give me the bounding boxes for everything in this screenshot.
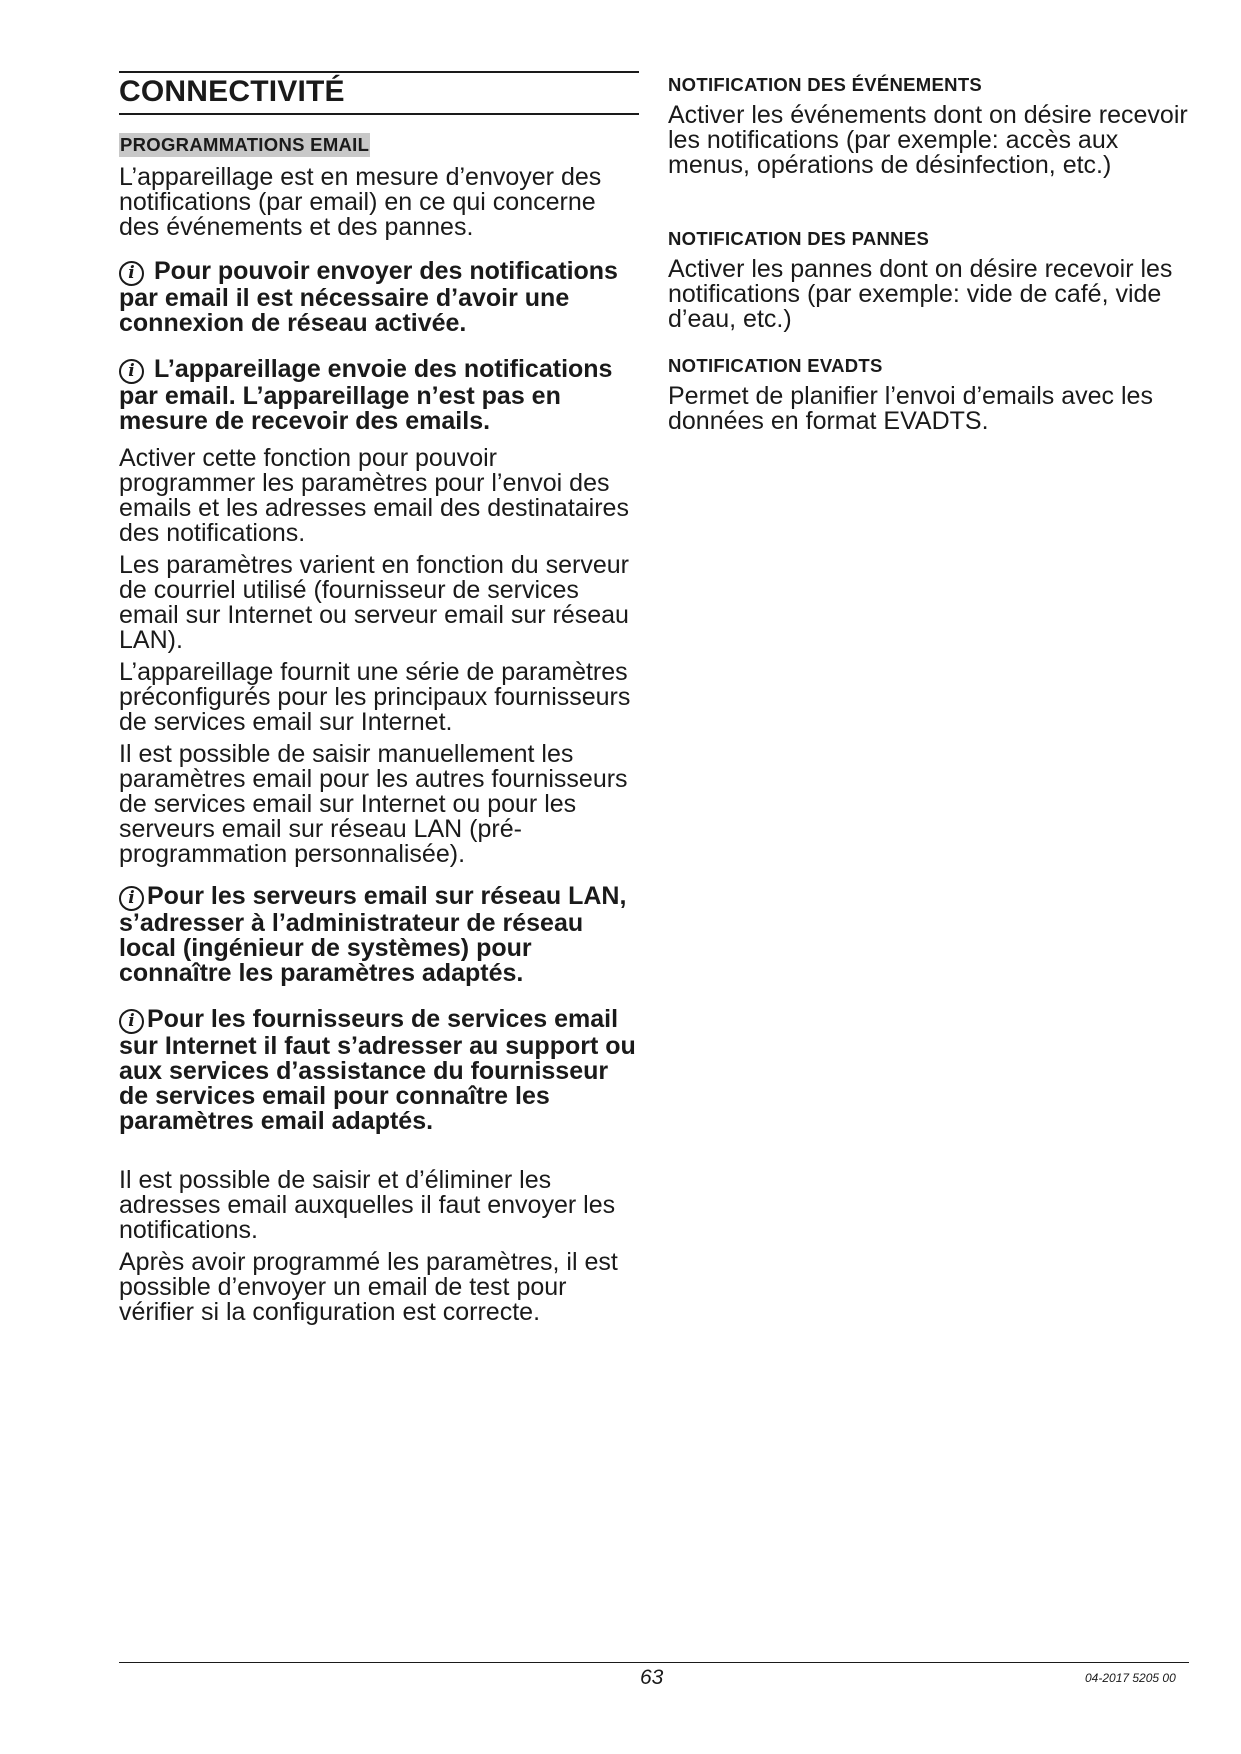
info-note-lan-admin-text: Pour les serveurs email sur réseau LAN, s’adresser à l’administrateur de réseau local (ingénieur de systèmes) pour connaître les paramètres adaptés.: [119, 882, 627, 987]
page-title: CONNECTIVITÉ: [119, 75, 345, 108]
info-note-send-only-text: L’appareillage envoie des notifications par email. L’appareillage n’est pas en mesure de recevoir des emails.: [119, 355, 613, 435]
info-icon: i: [119, 261, 144, 286]
section-label-evadts: NOTIFICATION EVADTS: [668, 355, 883, 376]
paragraph-test-email: Après avoir programmé les paramètres, il est possible d’envoyer un email de test pour vérifier si la configuration est correcte.: [119, 1248, 618, 1326]
info-note-network-text: Pour pouvoir envoyer des notifications par email il est nécessaire d’avoir une connexion de réseau activée.: [119, 257, 618, 337]
evadts-paragraph: Permet de planifier l’envoi d’emails avec les données en format EVADTS.: [668, 382, 1153, 435]
section-label-events: NOTIFICATION DES ÉVÉNEMENTS: [668, 74, 983, 95]
footer-rule: [119, 1662, 1189, 1663]
title-bottom-rule: [119, 113, 639, 115]
page-number: 63: [640, 1666, 664, 1689]
paragraph-activate-function: Activer cette fonction pour pouvoir programmer les paramètres pour l’envoi des emails et les adresses email des destinataires des notifications.: [119, 444, 629, 547]
paragraph-preconfigured: L’appareillage fournit une série de paramètres préconfigurés pour les principaux fournisseurs de services email sur Internet.: [119, 658, 631, 736]
section-label-faults: NOTIFICATION DES PANNES: [668, 228, 930, 249]
info-note-lan-admin: [119, 884, 639, 986]
paragraph-parameters-vary: Les paramètres varient en fonction du serveur de courriel utilisé (fournisseur de services email sur Internet ou serveur email sur réseau LAN).: [119, 551, 629, 654]
document-code: 04-2017 5205 00: [1085, 1671, 1176, 1685]
info-icon: i: [119, 1009, 144, 1034]
info-note-send-only: [119, 357, 639, 434]
section-label-email-settings: PROGRAMMATIONS EMAIL: [120, 134, 370, 155]
paragraph-addresses: Il est possible de saisir et d’éliminer les adresses email auxquelles il faut envoyer les notifications.: [119, 1166, 616, 1244]
info-note-provider-support-text: Pour les fournisseurs de services email sur Internet il faut s’adresser au support ou aux services d’assistance du fournisseur de services email pour connaître les paramètres email adaptés.: [119, 1005, 636, 1135]
info-note-provider-support: [119, 1007, 639, 1134]
info-icon: i: [119, 359, 144, 384]
info-note-network: [119, 259, 639, 336]
events-paragraph: Activer les événements dont on désire recevoir les notifications (par exemple: accès aux menus, opérations de désinfection, etc.): [668, 101, 1188, 179]
intro-paragraph: L’appareillage est en mesure d’envoyer des notifications (par email) en ce qui concerne des événements et des pannes.: [119, 163, 602, 241]
faults-paragraph: Activer les pannes dont on désire recevoir les notifications (par exemple: vide de café, vide d’eau, etc.): [668, 255, 1173, 333]
info-icon: i: [119, 886, 144, 911]
paragraph-manual-entry: Il est possible de saisir manuellement les paramètres email pour les autres fournisseurs de services email sur Internet ou pour les serveurs email sur réseau LAN (pré-programmation personnalisée).: [119, 740, 628, 868]
